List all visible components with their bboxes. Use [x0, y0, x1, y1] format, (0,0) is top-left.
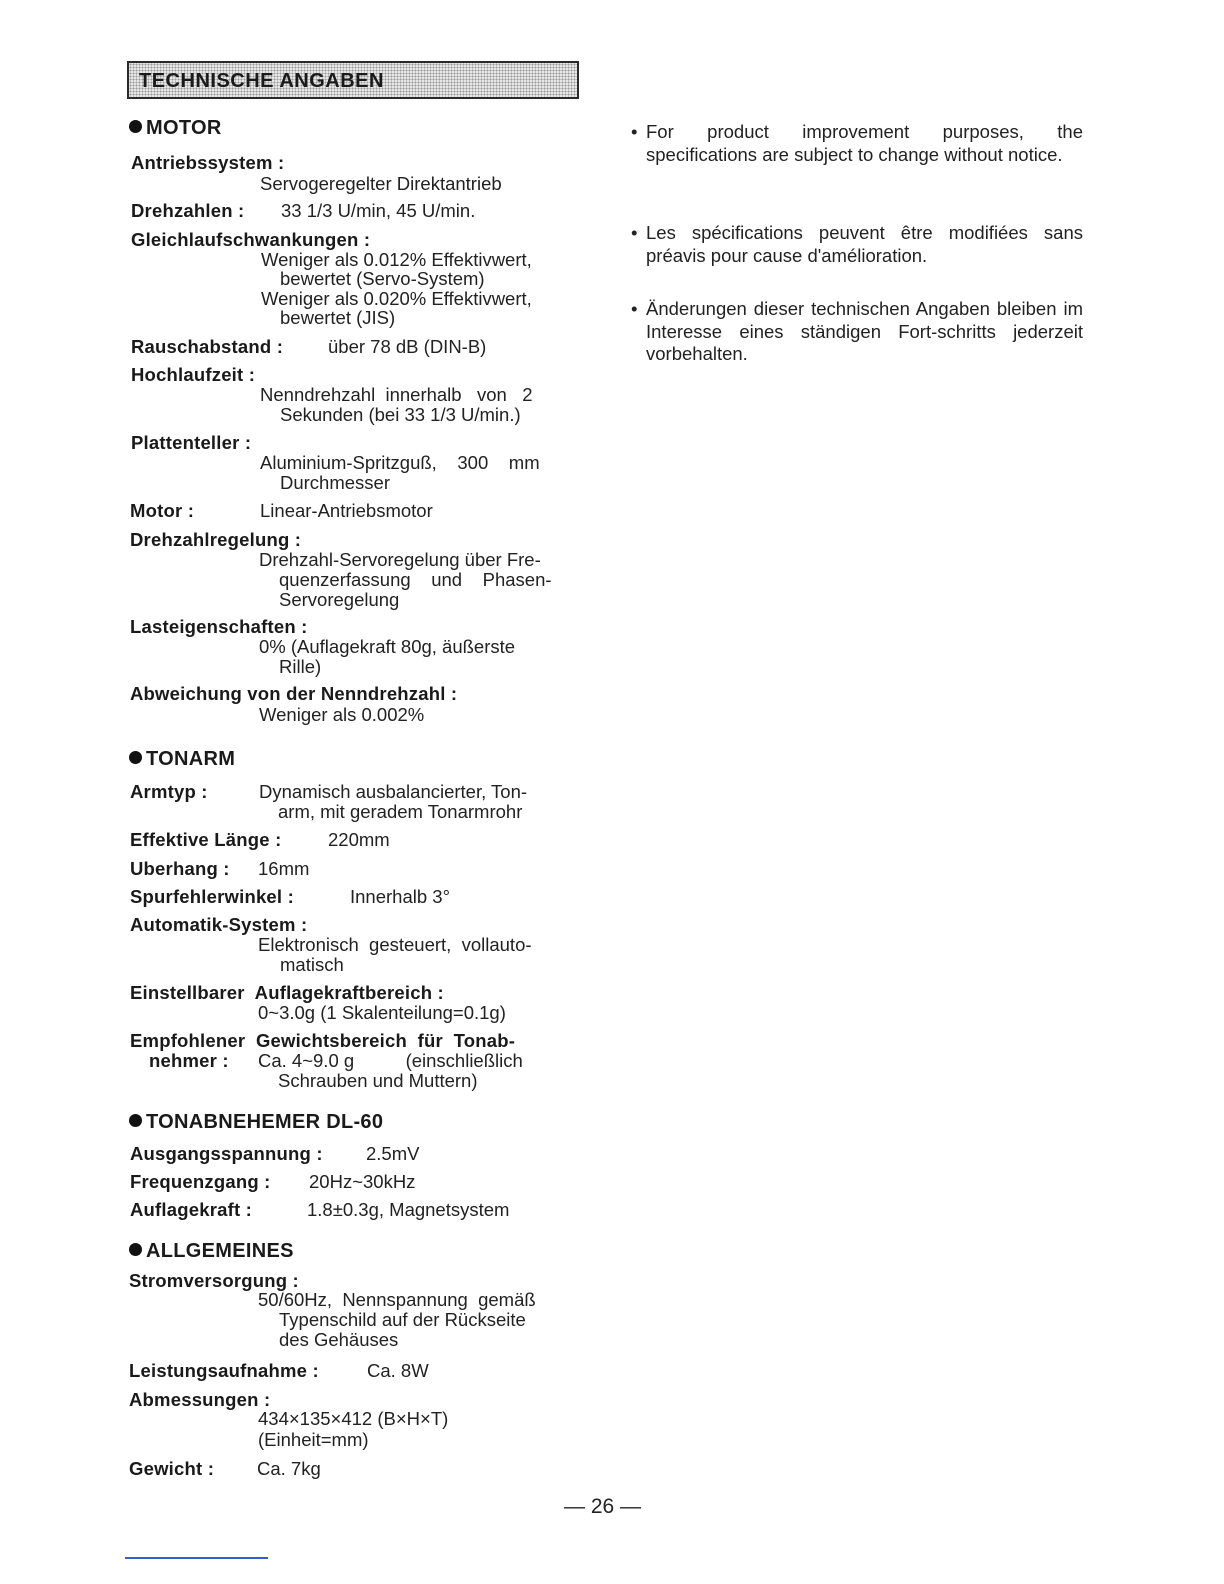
value-rauschabstand: über 78 dB (DIN-B) [328, 336, 487, 357]
label-auflagekraftbereich: Einstellbarer Auflagekraftbereich : [130, 982, 444, 1003]
label-gewicht: Gewicht : [129, 1458, 215, 1479]
label-ausgangsspannung: Ausgangsspannung : [130, 1143, 323, 1164]
page-title: TECHNISCHE ANGABEN [139, 70, 384, 92]
value-uberhang: 16mm [258, 858, 310, 879]
label-drehzahlregelung: Drehzahlregelung : [130, 529, 302, 550]
value-drehzahlen: 33 1/3 U/min, 45 U/min. [281, 200, 476, 221]
value-abweichung: Weniger als 0.002% [259, 704, 425, 725]
note-english-text: For product improvement purposes, the specifications are subject to change without notice. [646, 121, 1083, 165]
bullet-icon [129, 120, 142, 133]
label-abweichung: Abweichung von der Nenndrehzahl : [130, 683, 458, 704]
label-leistungsaufnahme: Leistungsaufnahme : [129, 1360, 319, 1381]
value-leistungsaufnahme: Ca. 8W [367, 1360, 429, 1381]
value-automatik-line1: Elektronisch gesteuert, vollauto- [258, 934, 532, 955]
value-stromversorgung-line3: des Gehäuses [279, 1329, 399, 1350]
value-gleichlauf-line1: Weniger als 0.012% Effektivwert, [261, 249, 532, 270]
value-frequenzgang: 20Hz~30kHz [309, 1171, 416, 1192]
note-french [631, 222, 1083, 267]
value-hochlaufzeit-line1: Nenndrehzahl innerhalb von 2 [260, 384, 533, 405]
value-gewichtsbereich-line1: Ca. 4~9.0 g (einschließlich [258, 1050, 523, 1071]
label-gewichtsbereich-cont: nehmer : [149, 1050, 229, 1071]
section-heading-motor [129, 117, 222, 140]
value-hochlaufzeit-line2: Sekunden (bei 33 1/3 U/min.) [280, 404, 521, 425]
note-english [631, 121, 1083, 166]
label-automatik-system: Automatik-System : [130, 914, 308, 935]
section-heading-text: TONABNEHEMER DL-60 [146, 1111, 384, 1133]
value-stromversorgung-line2: Typenschild auf der Rückseite [279, 1309, 526, 1330]
value-gleichlauf-line3: Weniger als 0.020% Effektivwert, [261, 288, 532, 309]
note-german-text: Änderungen dieser technischen Angaben bleiben im Interesse eines ständigen Fort-schritts jederzeit vorbehalten. [646, 298, 1083, 364]
bullet-icon [129, 1114, 142, 1127]
section-heading-tonabnehmer [129, 1111, 383, 1134]
bullet-icon [129, 1243, 142, 1256]
value-antriebssystem: Servogeregelter Direktantrieb [260, 173, 502, 194]
value-drehzahlregelung-line3: Servoregelung [279, 589, 400, 610]
value-plattenteller-line2: Durchmesser [280, 472, 390, 493]
value-armtyp-line2: arm, mit geradem Tonarmrohr [278, 801, 523, 822]
value-motor: Linear-Antriebsmotor [260, 500, 433, 521]
value-gewichtsbereich-line2: Schrauben und Muttern) [278, 1070, 478, 1091]
footer-divider [125, 1557, 268, 1559]
value-lasteigenschaften-line2: Rille) [279, 656, 322, 677]
label-gewichtsbereich: Empfohlener Gewichtsbereich für Tonab- [130, 1030, 516, 1051]
label-frequenzgang: Frequenzgang : [130, 1171, 271, 1192]
label-plattenteller: Plattenteller : [131, 432, 252, 453]
section-heading-text: MOTOR [146, 117, 222, 139]
label-stromversorgung: Stromversorgung : [129, 1270, 299, 1291]
value-drehzahlregelung-line2: quenzerfassung und Phasen- [279, 569, 552, 590]
value-abmessungen-line1: 434×135×412 (B×H×T) [258, 1408, 449, 1429]
value-auflagekraft: 1.8±0.3g, Magnetsystem [307, 1199, 510, 1220]
label-rauschabstand: Rauschabstand : [131, 336, 284, 357]
section-heading-text: TONARM [146, 748, 236, 770]
label-lasteigenschaften: Lasteigenschaften : [130, 616, 308, 637]
label-auflagekraft: Auflagekraft : [130, 1199, 253, 1220]
section-heading-text: ALLGEMEINES [146, 1240, 294, 1262]
value-gleichlauf-line2: bewertet (Servo-System) [280, 268, 485, 289]
value-spurfehlerwinkel: Innerhalb 3° [350, 886, 450, 907]
label-spurfehlerwinkel: Spurfehlerwinkel : [130, 886, 294, 907]
value-abmessungen-line2: (Einheit=mm) [258, 1429, 369, 1450]
value-plattenteller-line1: Aluminium-Spritzguß, 300 mm [260, 452, 540, 473]
bullet-icon [129, 751, 142, 764]
value-auflagekraftbereich: 0~3.0g (1 Skalenteilung=0.1g) [258, 1002, 506, 1023]
note-french-text: Les spécifications peuvent être modifiées sans préavis pour cause d'amélioration. [646, 222, 1083, 266]
bullet-icon: • [631, 298, 638, 319]
value-gleichlauf-line4: bewertet (JIS) [280, 307, 396, 328]
label-gleichlauf: Gleichlaufschwankungen : [131, 229, 371, 250]
label-abmessungen: Abmessungen : [129, 1389, 271, 1410]
value-drehzahlregelung-line1: Drehzahl-Servoregelung über Fre- [259, 549, 541, 570]
label-drehzahlen: Drehzahlen : [131, 200, 245, 221]
value-armtyp-line1: Dynamisch ausbalancierter, Ton- [259, 781, 528, 802]
label-hochlaufzeit: Hochlaufzeit : [131, 364, 256, 385]
value-lasteigenschaften-line1: 0% (Auflagekraft 80g, äußerste [259, 636, 516, 657]
note-german [631, 298, 1083, 366]
label-uberhang: Uberhang : [130, 858, 230, 879]
section-heading-allgemeines [129, 1240, 294, 1263]
value-effektive-laenge: 220mm [328, 829, 390, 850]
bullet-icon: • [631, 222, 638, 243]
value-automatik-line2: matisch [280, 954, 344, 975]
value-stromversorgung-line1: 50/60Hz, Nennspannung gemäß [258, 1289, 536, 1310]
page-number: — 26 — [564, 1495, 642, 1518]
section-title-box [127, 61, 579, 99]
bullet-icon: • [631, 121, 638, 142]
label-effektive-laenge: Effektive Länge : [130, 829, 282, 850]
label-antriebssystem: Antriebssystem : [131, 152, 285, 173]
label-armtyp: Armtyp : [130, 781, 208, 802]
value-gewicht: Ca. 7kg [257, 1458, 321, 1479]
section-heading-tonarm [129, 748, 235, 771]
label-motor: Motor : [130, 500, 195, 521]
value-ausgangsspannung: 2.5mV [366, 1143, 420, 1164]
